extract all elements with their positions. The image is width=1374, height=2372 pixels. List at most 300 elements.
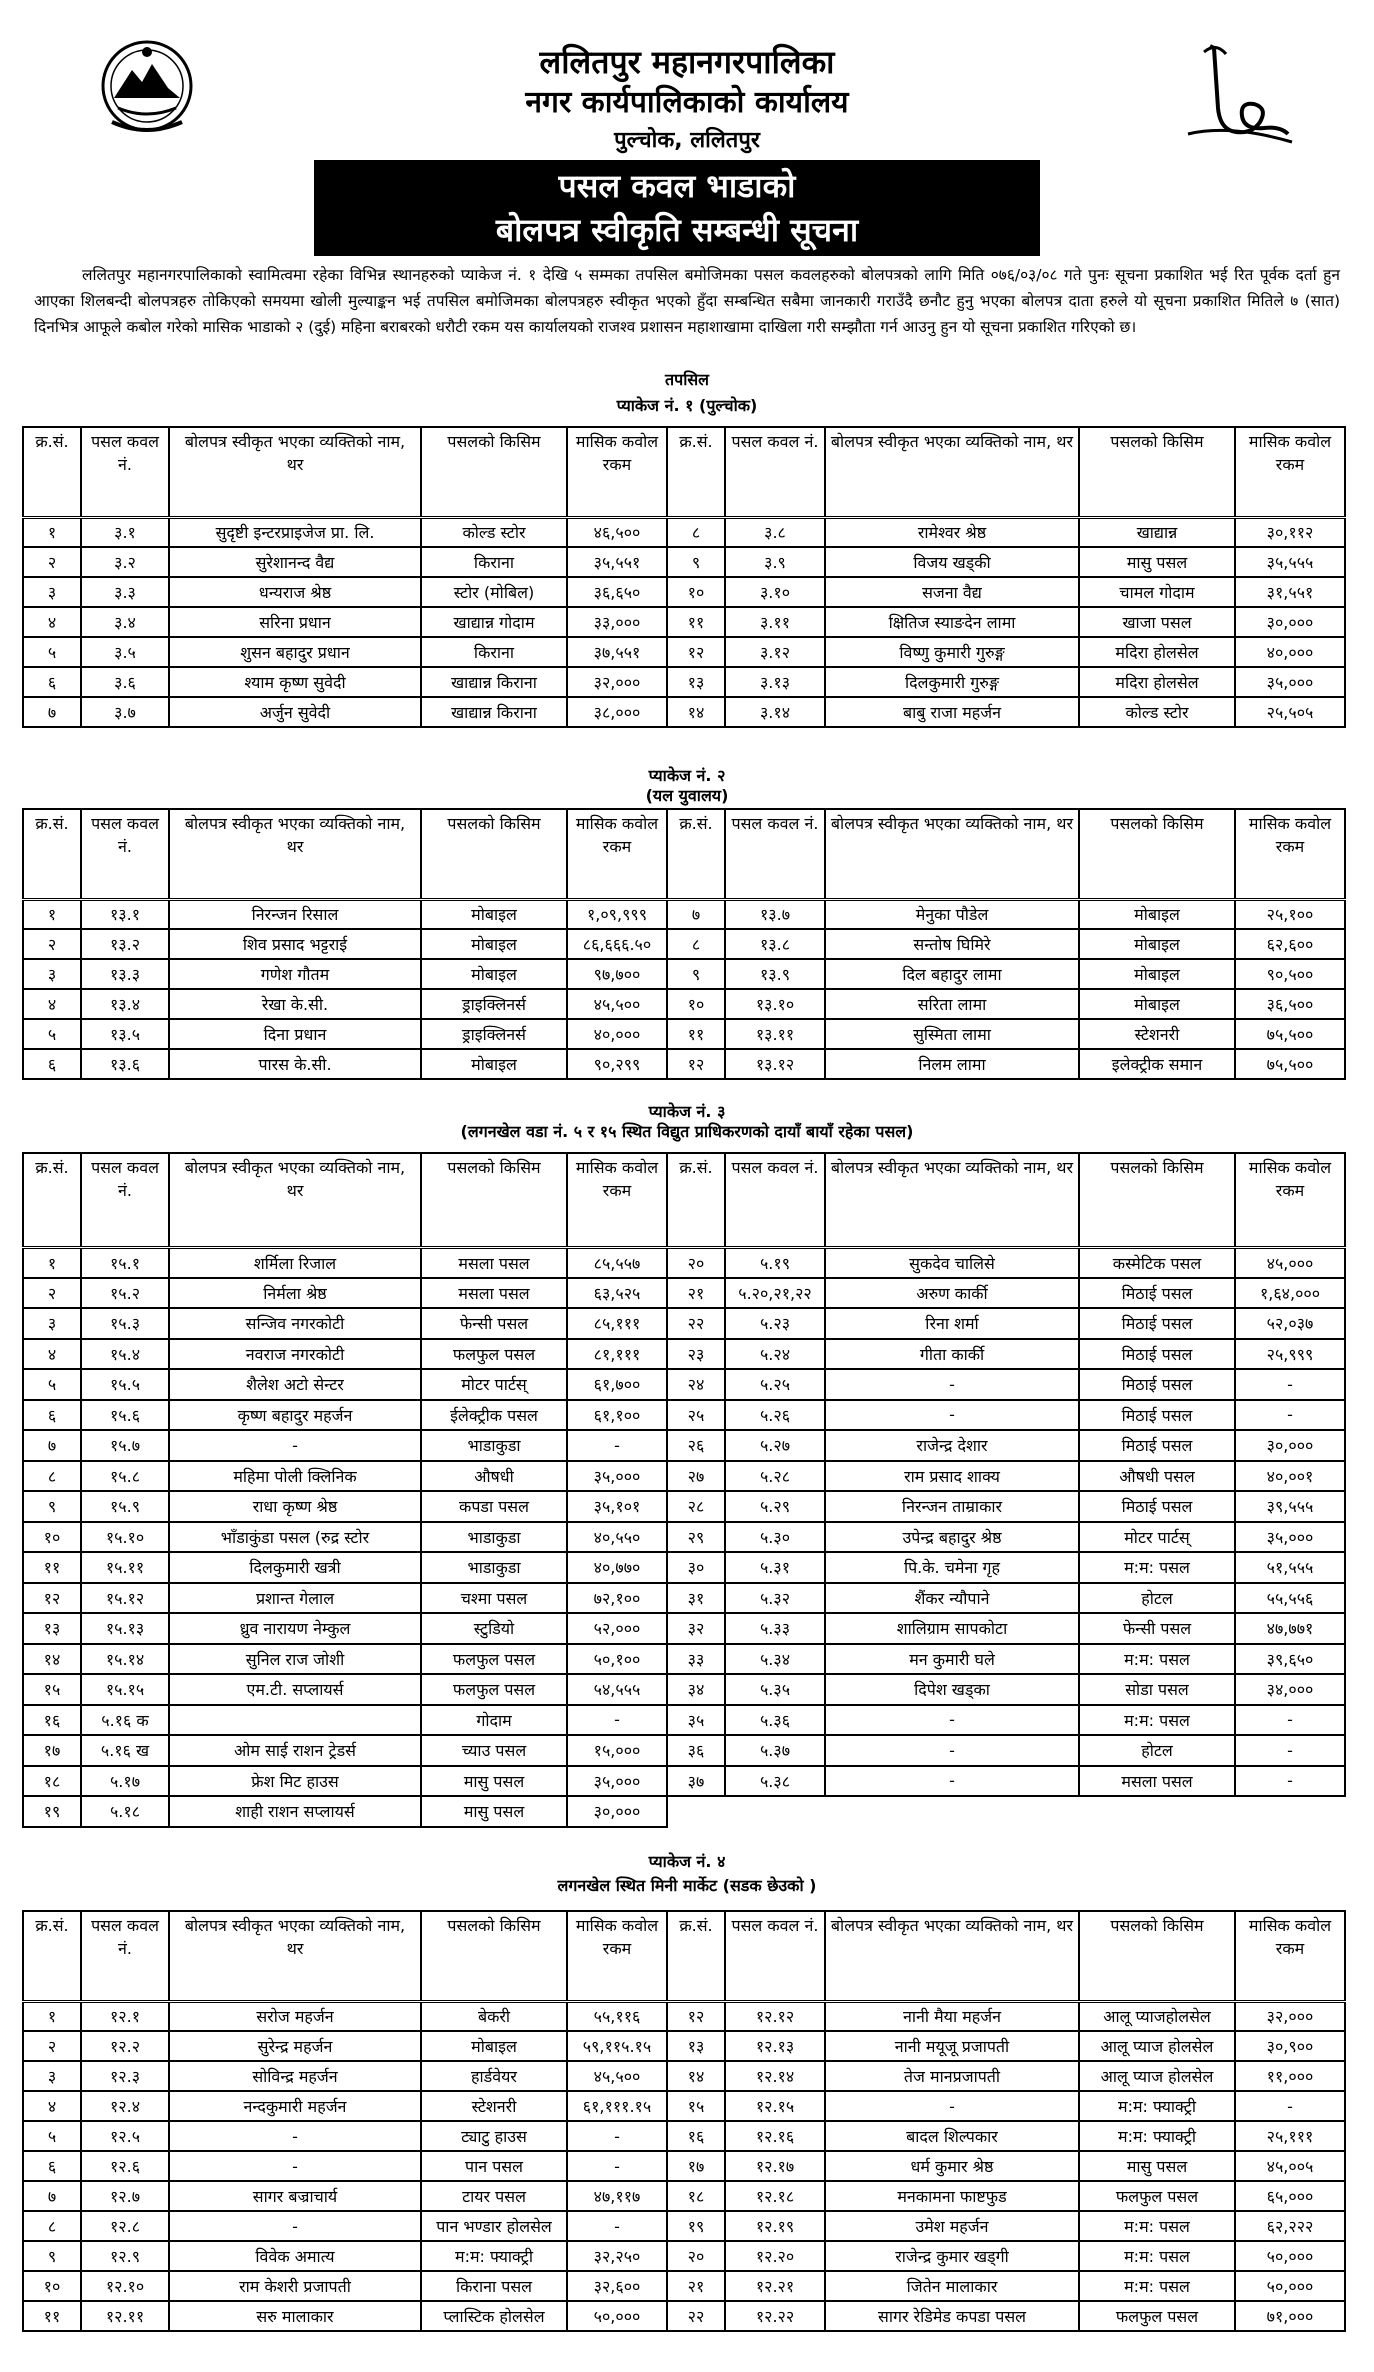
table-cell: ३३: [667, 1644, 725, 1675]
table-row: [23, 2031, 1345, 2061]
table-cell: -: [825, 1369, 1079, 1400]
column-header: मासिक कवोल रकम: [1235, 1911, 1345, 2001]
table-cell: ८: [23, 1461, 81, 1492]
table-row: [23, 1308, 1345, 1339]
table-cell: स्टेशनरी: [421, 2091, 567, 2121]
table-cell: फलफुल पसल: [421, 1339, 567, 1370]
table-cell: बाबु राजा महर्जन: [825, 697, 1079, 727]
table-cell: निरन्जन ताम्राकार: [825, 1491, 1079, 1522]
table-cell: प्रशान्त गेलाल: [169, 1583, 421, 1614]
table-cell: १३.७: [725, 899, 825, 929]
table-cell: फलफुल पसल: [421, 1644, 567, 1675]
table-cell: ५२,०३७: [1235, 1308, 1345, 1339]
table-cell: १२.१६: [725, 2121, 825, 2151]
table-cell: १८: [667, 2181, 725, 2211]
package-table: [22, 1910, 1346, 2332]
table-cell: म:म: पसल: [1079, 2271, 1235, 2301]
table-cell: ट्याटु हाउस: [421, 2121, 567, 2151]
table-cell: १५.२: [81, 1278, 169, 1309]
table-cell: दिना प्रधान: [169, 1019, 421, 1049]
table-cell: शुसन बहादुर प्रधान: [169, 637, 421, 667]
table-cell: ९: [667, 959, 725, 989]
table-cell: विवेक अमात्य: [169, 2241, 421, 2271]
table-cell: मसला पसल: [421, 1247, 567, 1278]
table-row: [23, 2061, 1345, 2091]
table-cell: १५.१५: [81, 1674, 169, 1705]
table-cell: ५०,०००: [1235, 2271, 1345, 2301]
column-header: पसलको किसिम: [421, 809, 567, 899]
table-cell: ७५,५००: [1235, 1049, 1345, 1079]
table-cell: ओम साई राशन ट्रेडर्स: [169, 1735, 421, 1766]
table-cell: १२.१३: [725, 2031, 825, 2061]
table-cell: २: [23, 1278, 81, 1309]
table-cell: ड्राइक्लिनर्स: [421, 1019, 567, 1049]
table-row: [23, 1735, 1345, 1766]
table-row: [23, 637, 1345, 667]
table-cell: ३६,५००: [1235, 989, 1345, 1019]
table-cell: भाँडाकुंडा पसल (रुद्र स्टोर: [169, 1522, 421, 1553]
table-cell: १२.२०: [725, 2241, 825, 2271]
table-cell: ७: [23, 697, 81, 727]
table-cell: ३५,५५५: [1235, 547, 1345, 577]
table-cell: ७: [667, 899, 725, 929]
table-cell: ५.३५: [725, 1674, 825, 1705]
table-cell: ३.४: [81, 607, 169, 637]
table-cell: ५: [23, 637, 81, 667]
table-row: [23, 697, 1345, 727]
column-header: पसलको किसिम: [421, 427, 567, 517]
table-cell: स्टेशनरी: [1079, 1019, 1235, 1049]
table-cell: ३५,१०१: [567, 1491, 667, 1522]
table-cell: मोबाइल: [421, 959, 567, 989]
table-cell: ४०,०००: [567, 1019, 667, 1049]
table-cell: जितेन मालाकार: [825, 2271, 1079, 2301]
table-row: [23, 1491, 1345, 1522]
table-cell: निलम लामा: [825, 1049, 1079, 1079]
column-header: क्र.सं.: [23, 427, 81, 517]
table-cell: आलू प्याज होलसेल: [1079, 2031, 1235, 2061]
table-cell: ११: [23, 1552, 81, 1583]
table-cell: ३: [23, 2061, 81, 2091]
table-cell: ४: [23, 989, 81, 1019]
table-cell: मिठाई पसल: [1079, 1339, 1235, 1370]
column-header: क्र.सं.: [667, 809, 725, 899]
table-cell: ७५,५००: [1235, 1019, 1345, 1049]
table-cell: किराना पसल: [421, 2271, 567, 2301]
table-cell: ४: [23, 607, 81, 637]
table-cell: १५.१३: [81, 1613, 169, 1644]
table-cell: ३०,९००: [1235, 2031, 1345, 2061]
table-cell: मासु पसल: [1079, 2151, 1235, 2181]
table-cell: दिल बहादुर लामा: [825, 959, 1079, 989]
table-cell: सन्जिव नगरकोटी: [169, 1308, 421, 1339]
table-cell: ६: [23, 1400, 81, 1431]
table-cell: ३५,५५१: [567, 547, 667, 577]
table-cell: शिव प्रसाद भट्टराई: [169, 929, 421, 959]
column-header: क्र.सं.: [23, 809, 81, 899]
column-header: मासिक कवोल रकम: [567, 1911, 667, 2001]
table-cell: ४०,००१: [1235, 1461, 1345, 1492]
table-cell: ३: [23, 577, 81, 607]
table-cell: मिठाई पसल: [1079, 1430, 1235, 1461]
table-cell: चामल गोदाम: [1079, 577, 1235, 607]
table-cell: १९: [667, 2211, 725, 2241]
table-cell: ५.३२: [725, 1583, 825, 1614]
table-cell: ७: [23, 2181, 81, 2211]
table-cell: किराना: [421, 547, 567, 577]
table-cell: १६: [667, 2121, 725, 2151]
column-header: क्र.सं.: [23, 1911, 81, 2001]
table-cell: फेन्सी पसल: [1079, 1613, 1235, 1644]
table-cell: चश्मा पसल: [421, 1583, 567, 1614]
table-cell: होटल: [1079, 1583, 1235, 1614]
table-cell: मोटर पार्टस्: [421, 1369, 567, 1400]
table-cell: ५.२४: [725, 1339, 825, 1370]
table-cell: ५.३६: [725, 1705, 825, 1736]
table-cell: ५.१९: [725, 1247, 825, 1278]
table-cell: १३.९: [725, 959, 825, 989]
table-cell: ३.१४: [725, 697, 825, 727]
table-row: [23, 2151, 1345, 2181]
table-cell: सुरेशानन्द वैद्य: [169, 547, 421, 577]
table-cell: -: [1235, 1766, 1345, 1797]
table-cell: १: [23, 899, 81, 929]
table-cell: ५: [23, 2121, 81, 2151]
table-cell: ५.३४: [725, 1644, 825, 1675]
table-cell: कोल्ड स्टोर: [1079, 697, 1235, 727]
table-cell: १०: [667, 989, 725, 1019]
column-header: बोलपत्र स्वीकृत भएका व्यक्तिको नाम, थर: [825, 427, 1079, 517]
table-row: [23, 1766, 1345, 1797]
table-cell: रेखा के.सी.: [169, 989, 421, 1019]
table-cell: ३५,०००: [1235, 1522, 1345, 1553]
table-cell: म:म: फ्याक्ट्री: [1079, 2121, 1235, 2151]
column-header: पसलको किसिम: [421, 1911, 567, 2001]
table-row: [23, 899, 1345, 929]
column-header: मासिक कवोल रकम: [567, 809, 667, 899]
table-cell: -: [825, 1705, 1079, 1736]
table-cell: १३.१२: [725, 1049, 825, 1079]
table-cell: ८१,१११: [567, 1339, 667, 1370]
table-cell: ३३,०००: [567, 607, 667, 637]
table-cell: [169, 1705, 421, 1736]
table-row: [23, 1400, 1345, 1431]
table-row: [23, 2121, 1345, 2151]
table-cell: सरिता लामा: [825, 989, 1079, 1019]
table-cell: ३४,०००: [1235, 1674, 1345, 1705]
table-cell: आलू प्याजहोलसेल: [1079, 2001, 1235, 2031]
table-cell: आलू प्याज होलसेल: [1079, 2061, 1235, 2091]
table-cell: श्याम कृष्ण सुवेदी: [169, 667, 421, 697]
table-cell: कोल्ड स्टोर: [421, 517, 567, 547]
table-cell: १९: [23, 1796, 81, 1827]
table-cell: १२.२१: [725, 2271, 825, 2301]
table-cell: कृष्ण बहादुर महर्जन: [169, 1400, 421, 1431]
table-cell: ३२,६००: [567, 2271, 667, 2301]
table-cell: २१: [667, 1278, 725, 1309]
table-cell: ३.३: [81, 577, 169, 607]
table-cell: मासु पसल: [1079, 547, 1235, 577]
table-cell: १२.७: [81, 2181, 169, 2211]
table-cell: खाद्यान्न: [1079, 517, 1235, 547]
column-header: पसल कवल नं.: [81, 1911, 169, 2001]
table-cell: ४०,०००: [1235, 637, 1345, 667]
table-cell: पान पसल: [421, 2151, 567, 2181]
table-cell: भाडाकुडा: [421, 1522, 567, 1553]
table-cell: २: [23, 929, 81, 959]
table-cell: सागर रेडिमेड कपडा पसल: [825, 2301, 1079, 2331]
column-header: मासिक कवोल रकम: [1235, 1153, 1345, 1247]
table-cell: १३.६: [81, 1049, 169, 1079]
package-title: प्याकेज नं. ३: [648, 1102, 726, 1121]
column-header: मासिक कवोल रकम: [1235, 427, 1345, 517]
table-cell: १५: [667, 2091, 725, 2121]
table-cell: ३.६: [81, 667, 169, 697]
table-cell: -: [1235, 2091, 1345, 2121]
table-row: [23, 1461, 1345, 1492]
table-cell: सोडा पसल: [1079, 1674, 1235, 1705]
table-cell: ३५,०००: [567, 1766, 667, 1797]
table-row: [23, 1522, 1345, 1553]
table-cell: राजेन्द्र देशार: [825, 1430, 1079, 1461]
table-cell: ईलेक्ट्रीक पसल: [421, 1400, 567, 1431]
table-cell: १,०९,९९९: [567, 899, 667, 929]
package-title: प्याकेज नं. २: [648, 766, 726, 785]
banner-line-2: बोलपत्र स्वीकृति सम्बन्धी सूचना: [495, 211, 859, 249]
table-cell: ५४,५५५: [567, 1674, 667, 1705]
table-cell: -: [1235, 1400, 1345, 1431]
package-table: [22, 426, 1346, 728]
table-cell: ४: [23, 1339, 81, 1370]
table-cell: १५.१: [81, 1247, 169, 1278]
signature-icon: [1180, 38, 1300, 150]
table-cell: ३९,६५०: [1235, 1644, 1345, 1675]
table-cell: धर्म कुमार श्रेष्ठ: [825, 2151, 1079, 2181]
table-cell: ६३,५२५: [567, 1278, 667, 1309]
table-cell: म:म: पसल: [1079, 2211, 1235, 2241]
table-cell: रिना शर्मा: [825, 1308, 1079, 1339]
table-cell: ११,०००: [1235, 2061, 1345, 2091]
table-cell: १०: [23, 2271, 81, 2301]
table-cell: सुरेन्द्र महर्जन: [169, 2031, 421, 2061]
table-cell: म:म: पसल: [1079, 1705, 1235, 1736]
table-cell: ८: [667, 929, 725, 959]
intro-paragraph: ललितपुर महानगरपालिकाको स्वामित्वमा रहेका विभिन्न स्थानहरुको प्याकेज नं. १ देखि ५ सम्मका तपसिल बमोजिमका पसल कवलहरुको बोलपत्रको लागि मिति ०७६/०३/०८ गते पुनः सूचना प्रकाशित भई रित पूर्वक दर्ता हुन आएका शिलबन्दी बोलपत्रहरु तोकिएको समयमा खोली मुल्याङ्कन भई तपसिल बमोजिमका बोलपत्रहरु स्वीकृत भएको हुँदा सम्बन्धित सबैमा जानकारी गराउँदै छनौट हुनु भएका बोलपत्र दाता हरुले यो सूचना प्रकाशित मितिले ७ (सात) दिनभित्र आफूले कबोल गरेको मासिक भाडाको २ (दुई) महिना बराबरको धरौटी रकम यस कार्यालयको राजश्व प्रशासन महाशाखामा दाखिला गरी सम्झौता गर्न आउनु हुन यो सूचना प्रकाशित गरिएको छ।: [34, 266, 1340, 336]
table-cell: फलफुल पसल: [421, 1674, 567, 1705]
table-cell: किराना: [421, 637, 567, 667]
table-cell: बादल शिल्पकार: [825, 2121, 1079, 2151]
table-cell: -: [169, 1430, 421, 1461]
table-cell: -: [1235, 1705, 1345, 1736]
table-cell: १५.३: [81, 1308, 169, 1339]
table-cell: सोविन्द्र महर्जन: [169, 2061, 421, 2091]
table-cell: मदिरा होलसेल: [1079, 667, 1235, 697]
table-cell: ३.५: [81, 637, 169, 667]
table-cell: नानी मैया महर्जन: [825, 2001, 1079, 2031]
table-cell: १५.४: [81, 1339, 169, 1370]
table-cell: ५.३०: [725, 1522, 825, 1553]
table-cell: १२: [667, 1049, 725, 1079]
table-cell: ११: [23, 2301, 81, 2331]
table-cell: खाद्यान्न किराना: [421, 667, 567, 697]
table-cell: दिलकुमारी गुरुङ्ग: [825, 667, 1079, 697]
table-header-row: [23, 1911, 1345, 2001]
table-cell: २६: [667, 1430, 725, 1461]
table-cell: ७१,०००: [1235, 2301, 1345, 2331]
table-cell: शर्मिला रिजाल: [169, 1247, 421, 1278]
table-row: [23, 1644, 1345, 1675]
table-cell: १५.७: [81, 1430, 169, 1461]
table-cell: ३०,०००: [1235, 607, 1345, 637]
table-cell: ५०,०००: [567, 2301, 667, 2331]
table-cell: ५९,११५.१५: [567, 2031, 667, 2061]
table-cell: मोबाइल: [1079, 899, 1235, 929]
table-row: [23, 667, 1345, 697]
table-cell: ४: [23, 2091, 81, 2121]
table-row: [23, 2301, 1345, 2331]
table-row: [23, 1247, 1345, 1278]
table-cell: १५.८: [81, 1461, 169, 1492]
column-header: बोलपत्र स्वीकृत भएका व्यक्तिको नाम, थर: [169, 1153, 421, 1247]
table-cell: तेज मानप्रजापती: [825, 2061, 1079, 2091]
table-cell: १३.५: [81, 1019, 169, 1049]
table-cell: मदिरा होलसेल: [1079, 637, 1235, 667]
table-cell: ५.२७: [725, 1430, 825, 1461]
table-cell: मोबाइल: [1079, 989, 1235, 1019]
office-location: पुल्चोक, ललितपुर: [614, 128, 760, 153]
table-cell: औषधी पसल: [1079, 1461, 1235, 1492]
table-cell: २: [23, 2031, 81, 2061]
table-row: [23, 1278, 1345, 1309]
table-cell: १२.१८: [725, 2181, 825, 2211]
table-cell: सरिना प्रधान: [169, 607, 421, 637]
table-cell: ६१,१००: [567, 1400, 667, 1431]
table-cell: शैलेश अटो सेन्टर: [169, 1369, 421, 1400]
table-cell: कपडा पसल: [421, 1491, 567, 1522]
table-cell: ड्राइक्लिनर्स: [421, 989, 567, 1019]
table-cell: ११: [667, 1019, 725, 1049]
table-cell: १४: [667, 697, 725, 727]
table-cell: मोबाइल: [1079, 929, 1235, 959]
table-cell: विष्णु कुमारी गुरुङ्ग: [825, 637, 1079, 667]
table-cell: -: [169, 2211, 421, 2241]
package-title: प्याकेज नं. १ (पुल्चोक): [616, 396, 758, 415]
table-cell: [1079, 1796, 1235, 1827]
table-cell: ९: [23, 2241, 81, 2271]
table-cell: स्टोर (मोबिल): [421, 577, 567, 607]
table-cell: ६: [23, 667, 81, 697]
table-cell: राधा कृष्ण श्रेष्ठ: [169, 1491, 421, 1522]
table-cell: ५०,१००: [567, 1644, 667, 1675]
table-cell: ६: [23, 2151, 81, 2181]
table-cell: ८: [23, 2211, 81, 2241]
table-cell: ६: [23, 1049, 81, 1079]
table-cell: १,६४,०००: [1235, 1278, 1345, 1309]
table-cell: ५.१७: [81, 1766, 169, 1797]
table-cell: मोबाइल: [421, 899, 567, 929]
table-cell: १२.३: [81, 2061, 169, 2091]
column-header: पसलको किसिम: [1079, 809, 1235, 899]
table-cell: २५,१००: [1235, 899, 1345, 929]
table-cell: १२.६: [81, 2151, 169, 2181]
table-cell: [825, 1796, 1079, 1827]
table-cell: [725, 1796, 825, 1827]
table-cell: २३: [667, 1339, 725, 1370]
table-cell: १५: [23, 1674, 81, 1705]
table-cell: २०: [667, 1247, 725, 1278]
table-cell: ४७,७७१: [1235, 1613, 1345, 1644]
table-cell: ३०,०००: [567, 1796, 667, 1827]
table-row: [23, 1430, 1345, 1461]
column-header: पसलको किसिम: [1079, 427, 1235, 517]
table-cell: -: [825, 1766, 1079, 1797]
table-cell: मिठाई पसल: [1079, 1491, 1235, 1522]
table-cell: ३५,०००: [1235, 667, 1345, 697]
table-cell: दिपेश खड्का: [825, 1674, 1079, 1705]
table-cell: म:म: फ्याक्ट्री: [421, 2241, 567, 2271]
table-cell: मनकामना फाष्टफुड: [825, 2181, 1079, 2211]
table-cell: १२: [667, 637, 725, 667]
table-cell: ३६: [667, 1735, 725, 1766]
package-subtitle: (यल युवालय): [645, 786, 729, 805]
table-cell: २१: [667, 2271, 725, 2301]
table-cell: पान भण्डार होलसेल: [421, 2211, 567, 2241]
table-cell: १५.१०: [81, 1522, 169, 1553]
table-cell: ३७,५५१: [567, 637, 667, 667]
table-cell: ५.२८: [725, 1461, 825, 1492]
table-cell: १५.११: [81, 1552, 169, 1583]
table-cell: सुस्मिता लामा: [825, 1019, 1079, 1049]
table-cell: मोबाइल: [421, 1049, 567, 1079]
table-cell: १२.१: [81, 2001, 169, 2031]
table-cell: ४०,५५०: [567, 1522, 667, 1553]
table-cell: १३.१: [81, 899, 169, 929]
table-cell: उपेन्द्र बहादुर श्रेष्ठ: [825, 1522, 1079, 1553]
table-row: [23, 607, 1345, 637]
column-header: मासिक कवोल रकम: [567, 427, 667, 517]
table-cell: २५: [667, 1400, 725, 1431]
column-header: पसल कवल नं.: [81, 427, 169, 517]
table-cell: १५.९: [81, 1491, 169, 1522]
column-header: पसल कवल नं.: [81, 1153, 169, 1247]
office-name: नगर कार्यपालिकाको कार्यालय: [525, 85, 849, 120]
table-cell: १२.१०: [81, 2271, 169, 2301]
table-cell: १२.५: [81, 2121, 169, 2151]
table-cell: -: [825, 1735, 1079, 1766]
table-cell: ३८,०००: [567, 697, 667, 727]
table-cell: ३४: [667, 1674, 725, 1705]
table-cell: अरुण कार्की: [825, 1278, 1079, 1309]
table-cell: -: [825, 1400, 1079, 1431]
table-cell: च्याउ पसल: [421, 1735, 567, 1766]
table-cell: होटल: [1079, 1735, 1235, 1766]
table-cell: १८: [23, 1766, 81, 1797]
table-cell: १४: [667, 2061, 725, 2091]
column-header: बोलपत्र स्वीकृत भएका व्यक्तिको नाम, थर: [169, 1911, 421, 2001]
table-cell: ५५,११६: [567, 2001, 667, 2031]
table-cell: ३.८: [725, 517, 825, 547]
table-cell: मासु पसल: [421, 1766, 567, 1797]
table-cell: ५१,५५५: [1235, 1552, 1345, 1583]
table-cell: शालिग्राम सापकोटा: [825, 1613, 1079, 1644]
table-cell: ३५,०००: [567, 1461, 667, 1492]
table-cell: ५.२५: [725, 1369, 825, 1400]
table-row: [23, 2211, 1345, 2241]
table-cell: पि.के. चमेना गृह: [825, 1552, 1079, 1583]
package-table: [22, 1152, 1346, 1828]
table-cell: म:म: पसल: [1079, 1552, 1235, 1583]
table-cell: पारस के.सी.: [169, 1049, 421, 1079]
